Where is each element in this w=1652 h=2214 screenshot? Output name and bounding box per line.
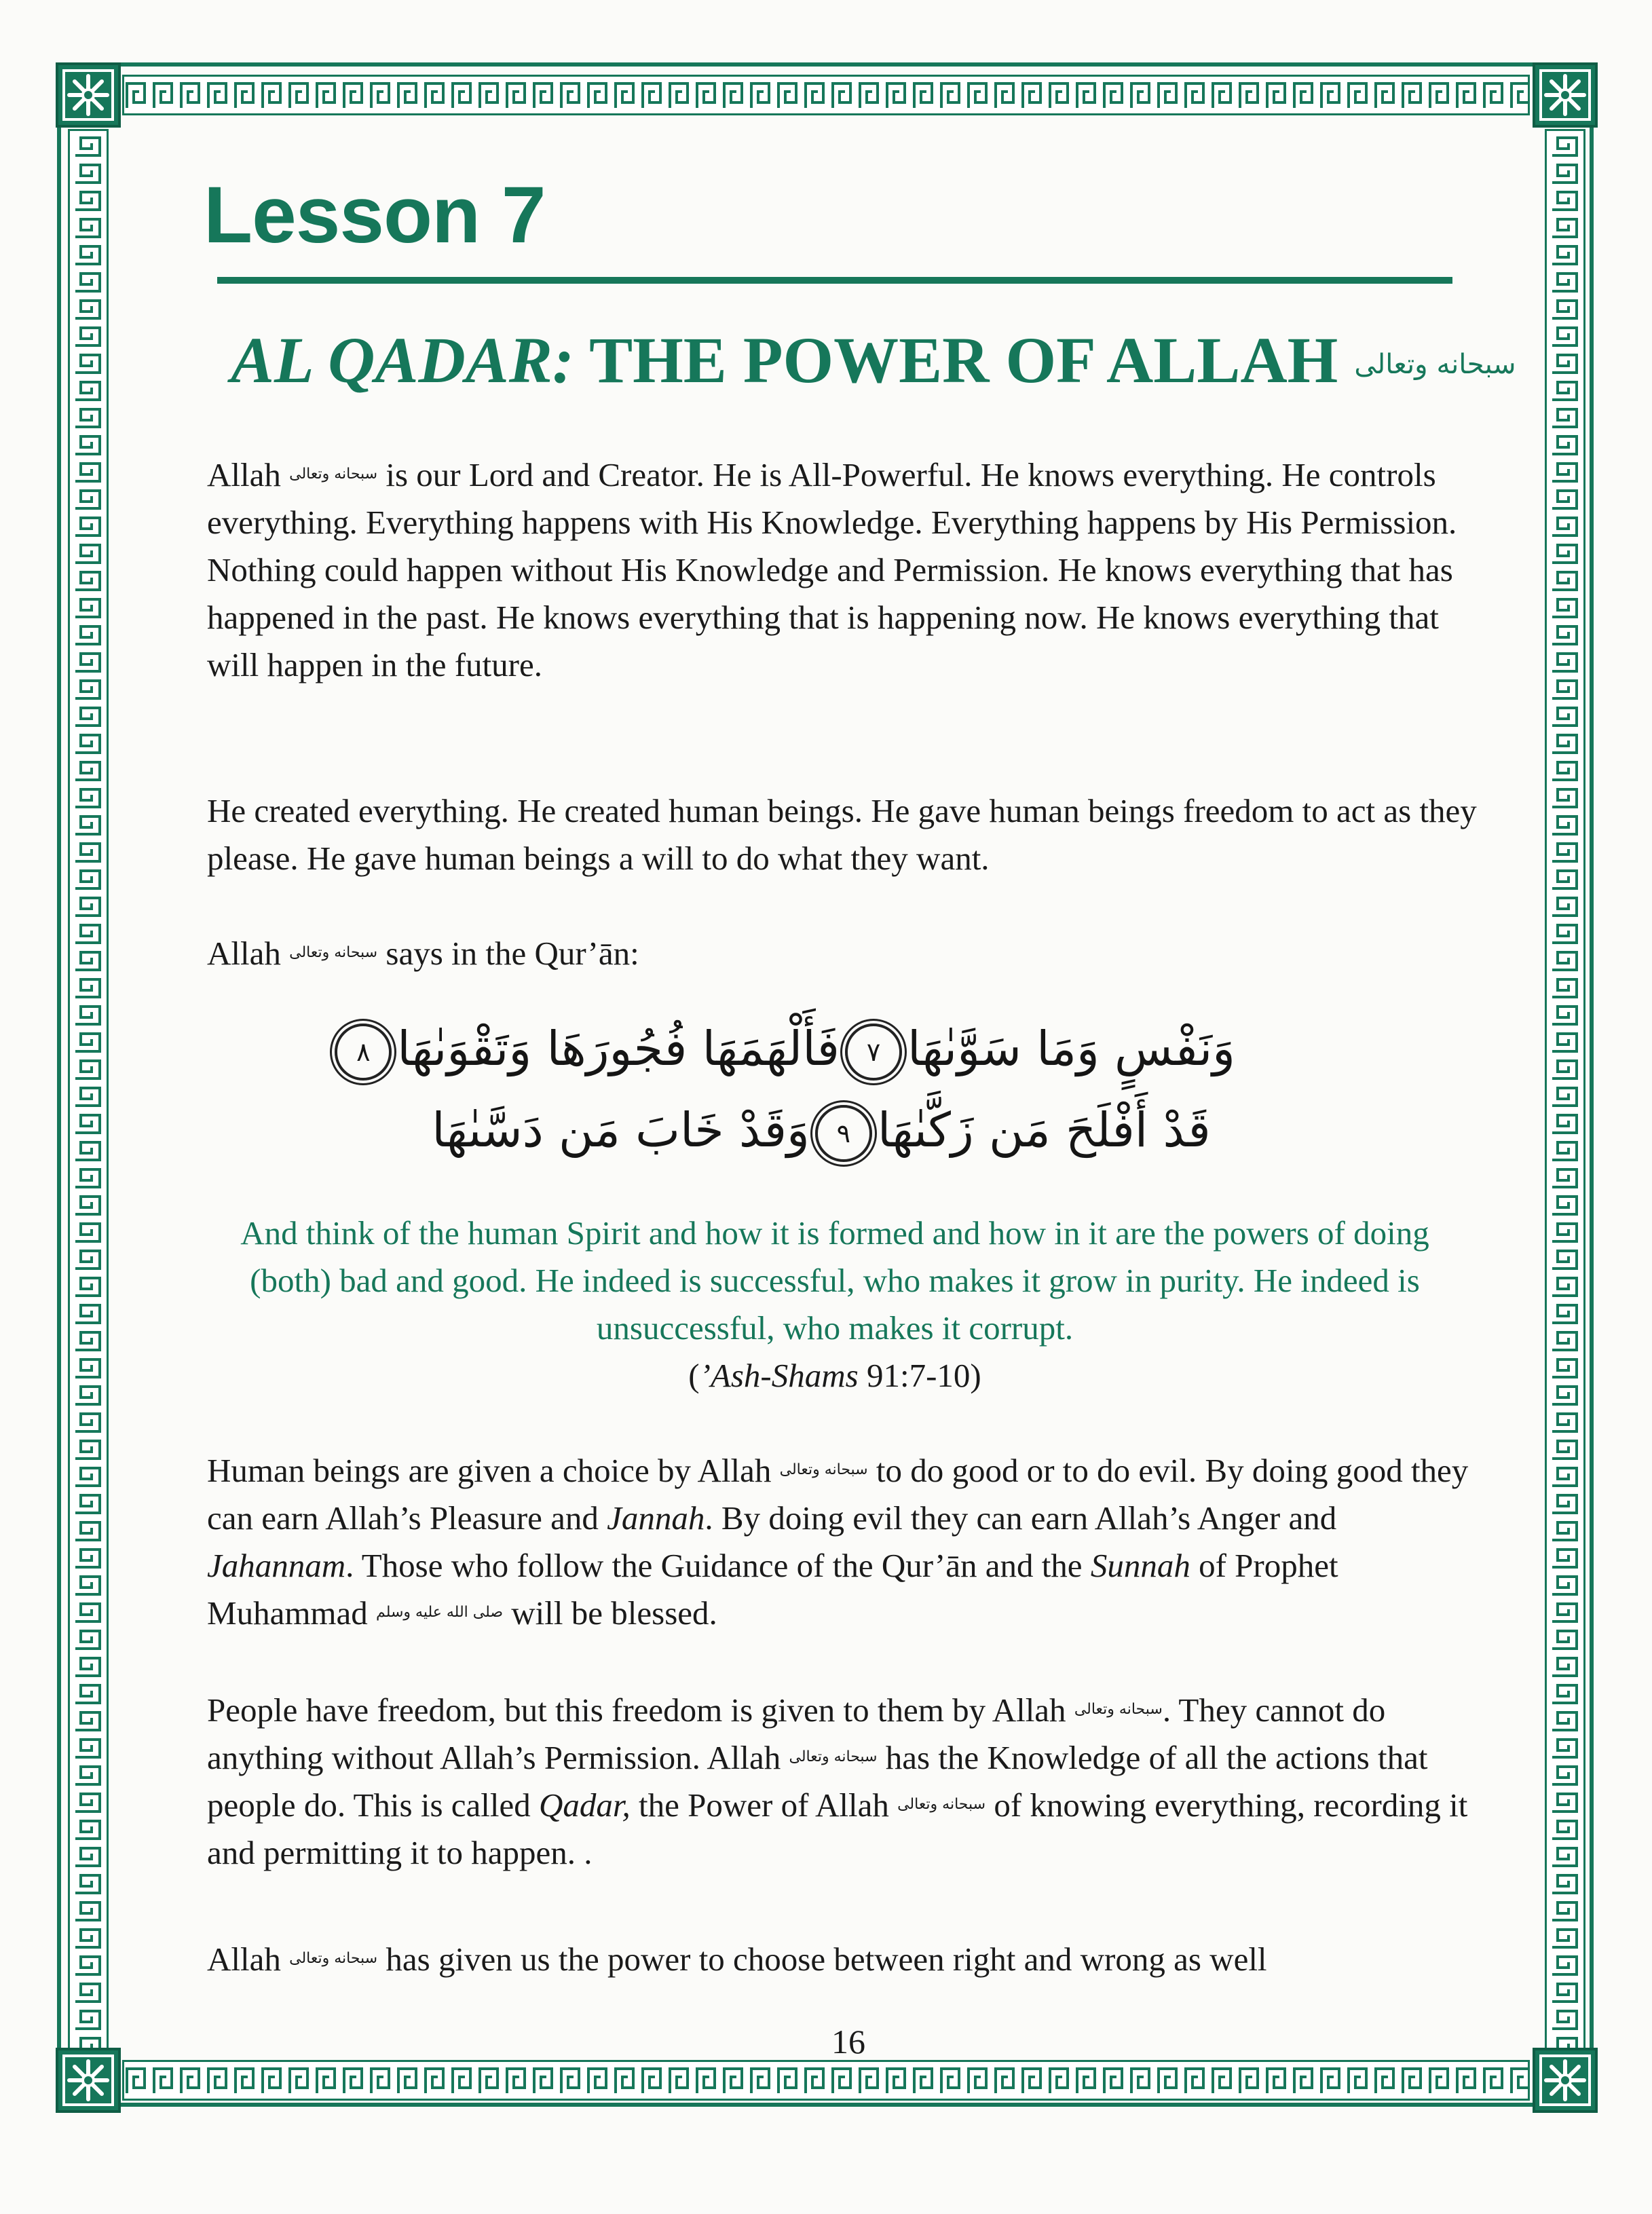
- floral-ornament-icon: [1533, 62, 1598, 128]
- page-heading: [231, 324, 1516, 396]
- honorific-allah-icon: سبحانه وتعالى: [289, 1949, 378, 1967]
- verse-text: فَأَلْهَمَهَا فُجُورَهَا وَتَقْوَىٰهَا: [397, 1021, 840, 1076]
- text-segment: is our Lord and Creator. He is All-Powerful. He knows everything. He controls everything. Everything happens with His Knowledge. Everything happens by His Permission. Nothing could happen without His Knowledge and Permission. He knows everything that has happened in the past. He knows everything that is happening now. He knows everything that will happen in the future.: [207, 456, 1457, 683]
- verse-translation: And think of the human Spirit and how it is formed and how in it are the powers of doing (both) bad and good. He indeed is successful, who makes it grow in purity. He indeed is unsuccessful, who makes it corrupt.: [240, 1214, 1429, 1347]
- text-segment: the Power of Allah: [630, 1786, 898, 1824]
- greek-key-border-bottom: [122, 2060, 1530, 2101]
- verse-text: وَنَفْسٍ وَمَا سَوَّىٰهَا: [907, 1021, 1235, 1076]
- honorific-allah-icon: سبحانه وتعالى: [789, 1748, 878, 1765]
- text-segment: . They cannot do anything without Allah’s Permission. Allah: [207, 1691, 1386, 1776]
- text-segment: People have freedom, but this freedom is given to them by Allah: [207, 1691, 1074, 1729]
- term-jahannam: Jahannam: [207, 1547, 346, 1584]
- text-segment: Allah: [207, 935, 290, 972]
- page-number: 16: [831, 2023, 865, 2061]
- title-divider: [217, 277, 1452, 284]
- text-segment: has the Knowledge of all the actions that people do. This is called: [207, 1739, 1428, 1824]
- honorific-allah-icon: سبحانه وتعالى: [1074, 1700, 1163, 1718]
- term-sunnah: Sunnah: [1090, 1547, 1190, 1584]
- honorific-allah-icon: سبحانه وتعالى: [1354, 348, 1516, 380]
- lesson-title: Lesson 7: [204, 170, 546, 260]
- paragraph-1: [207, 451, 1483, 689]
- text-segment: will be blessed.: [503, 1594, 717, 1632]
- text-segment: . By doing evil they can earn Allah’s Anger and: [705, 1499, 1337, 1537]
- text-segment: Allah: [207, 1940, 290, 1978]
- text-segment: to do good or to do evil. By doing good they can earn Allah’s Pleasure and: [207, 1452, 1469, 1537]
- term-jannah: Jannah: [607, 1499, 705, 1537]
- verse-text: قَدْ أَفْلَحَ مَن زَكَّىٰهَا: [877, 1102, 1211, 1158]
- text-segment: Human beings are given a choice by Allah: [207, 1452, 780, 1489]
- floral-ornament-icon: [56, 62, 121, 128]
- citation-verse: 91:7-10): [858, 1357, 981, 1394]
- citation-open: (: [688, 1357, 700, 1394]
- heading-italic-part: AL QADAR:: [231, 324, 574, 396]
- citation-surah: ’Ash-Shams: [699, 1357, 859, 1394]
- text-segment: . Those who follow the Guidance of the Qur’ān and the: [345, 1547, 1091, 1584]
- honorific-prophet-icon: صلى الله عليه وسلم: [376, 1603, 504, 1621]
- verse-citation: [204, 1352, 1466, 1400]
- paragraph-6: [207, 1936, 1483, 1983]
- paragraph-3: [207, 930, 1483, 977]
- ayah-marker-9: ٩: [815, 1105, 872, 1162]
- honorific-allah-icon: سبحانه وتعالى: [779, 1461, 868, 1478]
- text-segment: of Prophet Muhammad: [207, 1547, 1338, 1632]
- text-segment: has given us the power to choose between right and wrong as well: [377, 1940, 1267, 1978]
- paragraph-5: [207, 1687, 1483, 1877]
- quran-line-2: [407, 1089, 1235, 1171]
- paragraph-2: He created everything. He created human beings. He gave human beings freedom to act as they please. He gave human beings a will to do what they want.: [207, 792, 1477, 877]
- verse-text: وَقَدْ خَابَ مَن دَسَّىٰهَا: [432, 1102, 810, 1158]
- paragraph-4: [207, 1447, 1483, 1637]
- greek-key-border-top: [122, 75, 1530, 115]
- quran-line-1: [356, 1008, 1235, 1089]
- ayah-marker-8: ٨: [335, 1024, 392, 1081]
- text-segment: of knowing everything, recording it and permitting it to happen. .: [207, 1786, 1468, 1871]
- honorific-allah-icon: سبحانه وتعالى: [289, 465, 378, 483]
- text-segment: says in the Qur’ān:: [377, 935, 639, 972]
- floral-ornament-icon: [1533, 2048, 1598, 2113]
- ayah-marker-7: ٧: [845, 1024, 902, 1081]
- text-segment: Allah: [207, 456, 290, 493]
- term-qadar: Qadar,: [539, 1786, 631, 1824]
- greek-key-border-left: [68, 129, 109, 2050]
- heading-rest: THE POWER OF ALLAH: [574, 324, 1338, 396]
- honorific-allah-icon: سبحانه وتعالى: [289, 943, 378, 961]
- floral-ornament-icon: [56, 2048, 121, 2113]
- honorific-allah-icon: سبحانه وتعالى: [897, 1795, 986, 1813]
- greek-key-border-right: [1545, 129, 1585, 2050]
- quran-verse-block: [356, 1008, 1235, 1171]
